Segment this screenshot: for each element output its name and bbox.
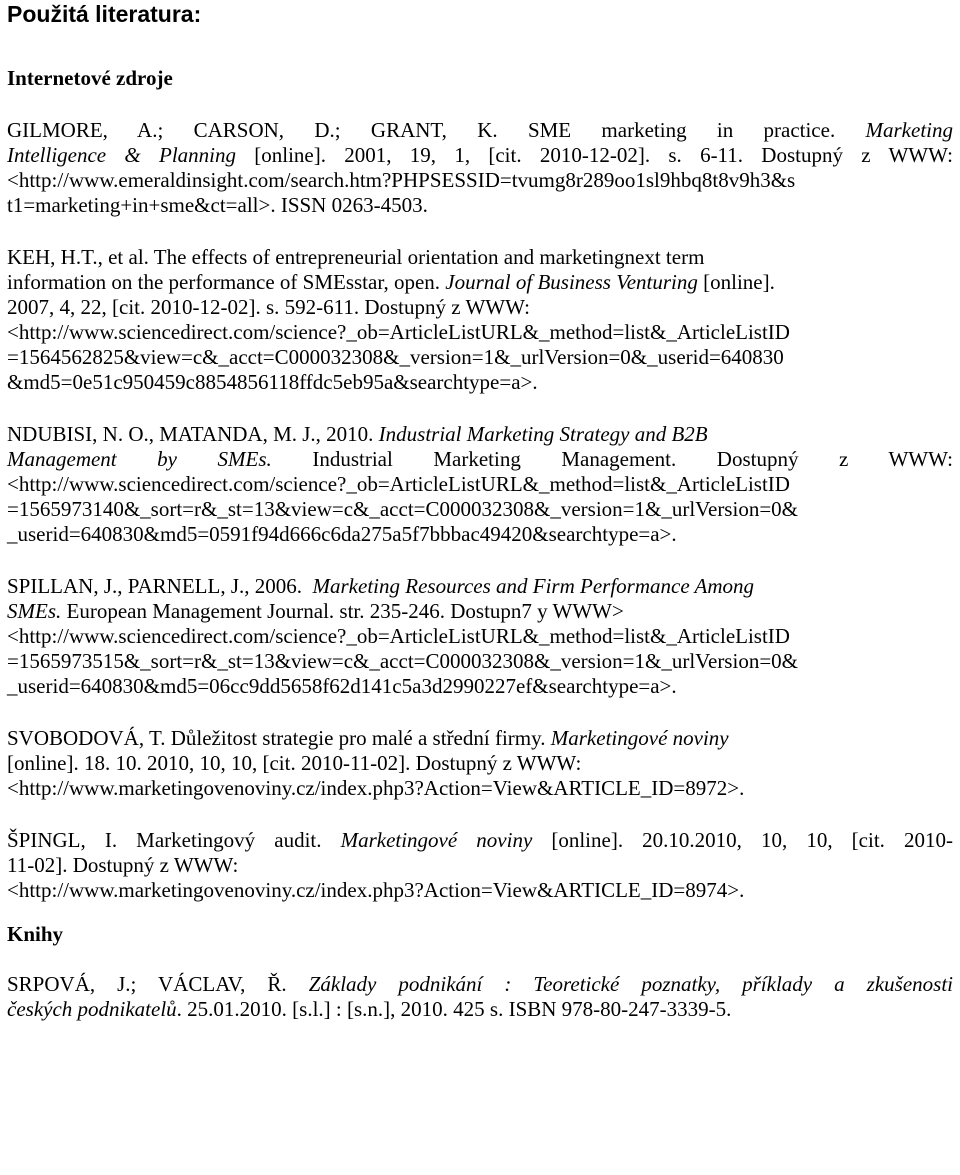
reference-url-line: =1565973515&_sort=r&_st=13&view=c&_acct=C000032308&_version=1&_urlVersion=0& (7, 649, 798, 673)
reference-url-line: _userid=640830&md5=0591f94d666c6da275a5f7bbbac49420&searchtype=a>. (7, 522, 677, 546)
section-heading-books: Knihy (7, 922, 64, 946)
reference-line: Intelligence & Planning [online]. 2001, 19, 1, [cit. 2010-12-02]. s. 6-11. Dostupný z WWW: (7, 143, 953, 167)
reference-url-line: &md5=0e51c950459c8854856118ffdc5eb95a&searchtype=a>. (7, 370, 538, 394)
reference-line: SPILLAN, J., PARNELL, J., 2006. Marketing Resources and Firm Performance Among (7, 574, 755, 598)
reference-gilmore (7, 118, 953, 218)
reference-svobodova (7, 726, 953, 801)
reference-line: 2007, 4, 22, [cit. 2010-12-02]. s. 592-611. Dostupný z WWW: (7, 295, 530, 319)
reference-line: SVOBODOVÁ, T. Důležitost strategie pro malé a střední firmy. Marketingové noviny (7, 726, 729, 750)
reference-line: českých podnikatelů. 25.01.2010. [s.l.] : [s.n.], 2010. 425 s. ISBN 978-80-247-3339-5. (7, 997, 732, 1021)
reference-line: NDUBISI, N. O., MATANDA, M. J., 2010. Industrial Marketing Strategy and B2B (7, 422, 708, 446)
reference-line: 11-02]. Dostupný z WWW: (7, 853, 239, 877)
reference-line: SRPOVÁ, J.; VÁCLAV, Ř. Základy podnikání : Teoretické poznatky, příklady a zkušenosti (7, 972, 953, 996)
reference-spingl (7, 828, 953, 903)
reference-url-line: <http://www.marketingovenoviny.cz/index.php3?Action=View&ARTICLE_ID=8972>. (7, 776, 745, 800)
reference-url-line: _userid=640830&md5=06cc9dd5658f62d141c5a3d2990227ef&searchtype=a>. (7, 674, 677, 698)
reference-line: t1=marketing+in+sme&ct=all>. ISSN 0263-4503. (7, 193, 428, 217)
reference-keh (7, 245, 953, 395)
reference-srpova (7, 972, 953, 1022)
reference-url-line: <http://www.emeraldinsight.com/search.htm?PHPSESSID=tvumg8r289oo1sl9hbq8t8v9h3&s (7, 168, 796, 192)
reference-url-line: =1564562825&view=c&_acct=C000032308&_version=1&_urlVersion=0&_userid=640830 (7, 345, 784, 369)
reference-ndubisi (7, 422, 953, 547)
reference-line: SMEs. European Management Journal. str. 235-246. Dostupn7 y WWW> (7, 599, 624, 623)
reference-url-line: <http://www.sciencedirect.com/science?_ob=ArticleListURL&_method=list&_ArticleListID (7, 320, 790, 344)
reference-line: ŠPINGL, I. Marketingový audit. Marketingové noviny [online]. 20.10.2010, 10, 10, [cit. 2010- (7, 828, 953, 852)
reference-spillan (7, 574, 953, 699)
reference-line: GILMORE, A.; CARSON, D.; GRANT, K. SME marketing in practice. Marketing (7, 118, 953, 142)
reference-url-line: <http://www.marketingovenoviny.cz/index.php3?Action=View&ARTICLE_ID=8974>. (7, 878, 745, 902)
reference-url-line: =1565973140&_sort=r&_st=13&view=c&_acct=C000032308&_version=1&_urlVersion=0& (7, 497, 798, 521)
page-title: Použitá literatura: (7, 1, 202, 27)
reference-line: [online]. 18. 10. 2010, 10, 10, [cit. 2010-11-02]. Dostupný z WWW: (7, 751, 582, 775)
reference-line: information on the performance of SMEsstar, open. Journal of Business Venturing [online]. (7, 270, 775, 294)
section-heading-internet: Internetové zdroje (7, 66, 173, 90)
reference-line: Management by SMEs. Industrial Marketing Management. Dostupný z WWW: (7, 447, 953, 471)
reference-url-line: <http://www.sciencedirect.com/science?_ob=ArticleListURL&_method=list&_ArticleListID (7, 472, 790, 496)
reference-line: KEH, H.T., et al. The effects of entrepreneurial orientation and marketingnext term (7, 245, 705, 269)
reference-url-line: <http://www.sciencedirect.com/science?_ob=ArticleListURL&_method=list&_ArticleListID (7, 624, 790, 648)
